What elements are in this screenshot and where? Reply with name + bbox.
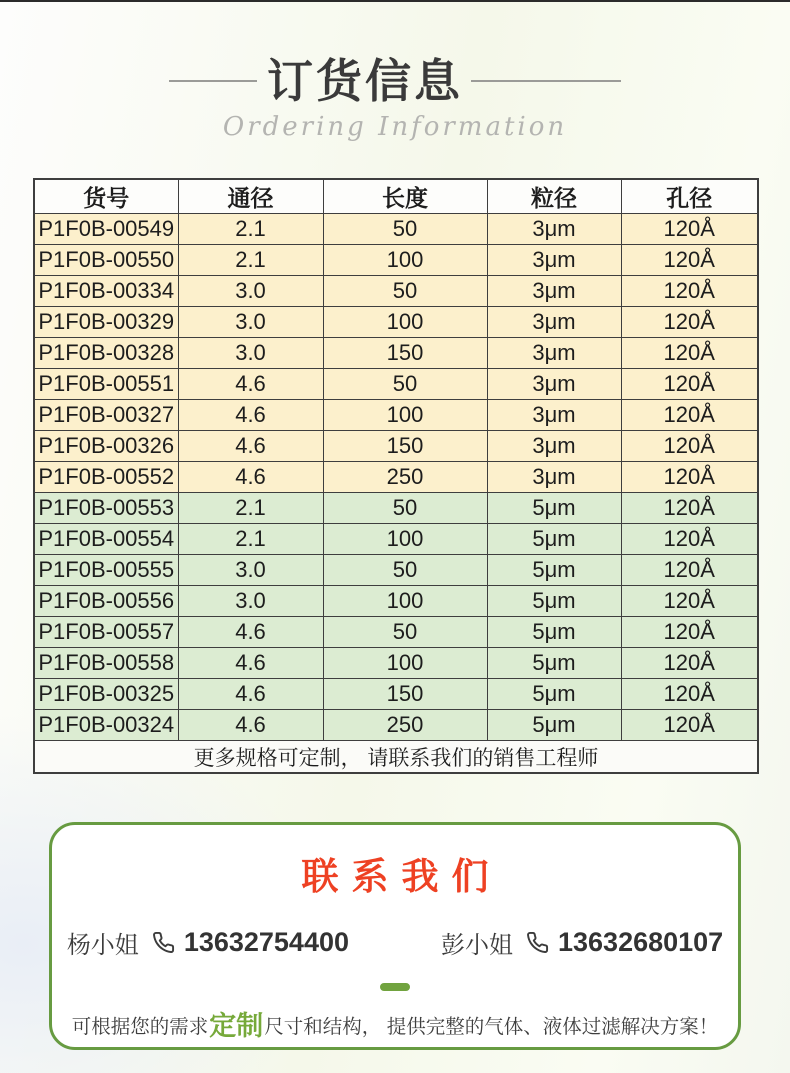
- cell-length: 50: [323, 617, 487, 648]
- cell-pore-size: 120Å: [621, 555, 758, 586]
- cell-length: 100: [323, 648, 487, 679]
- green-divider: [380, 983, 410, 991]
- header-pore-size: 孔径: [621, 179, 758, 214]
- contact-name: 杨小姐: [66, 932, 139, 959]
- table-row: [34, 338, 758, 369]
- cell-diameter: 4.6: [178, 679, 323, 710]
- cell-item-no: P1F0B-00550: [34, 245, 178, 276]
- table-row: [34, 586, 758, 617]
- cell-length: 250: [323, 710, 487, 741]
- cell-length: 100: [323, 400, 487, 431]
- cell-diameter: 3.0: [178, 555, 323, 586]
- cell-length: 50: [323, 555, 487, 586]
- cell-pore-size: 120Å: [621, 493, 758, 524]
- page-title: 订货信息: [267, 55, 463, 107]
- cell-diameter: 2.1: [178, 214, 323, 245]
- header-item-no: 货号: [34, 179, 178, 214]
- table-row: [34, 679, 758, 710]
- cell-particle-size: 5μm: [487, 555, 621, 586]
- contact-entry: [441, 925, 723, 960]
- cell-particle-size: 3μm: [487, 400, 621, 431]
- cell-particle-size: 3μm: [487, 245, 621, 276]
- cell-pore-size: 120Å: [621, 586, 758, 617]
- table-row: [34, 555, 758, 586]
- table-row: [34, 617, 758, 648]
- cell-diameter: 2.1: [178, 493, 323, 524]
- cell-item-no: P1F0B-00324: [34, 710, 178, 741]
- note-prefix: 可根据您的需求: [71, 1016, 209, 1038]
- cell-item-no: P1F0B-00551: [34, 369, 178, 400]
- table-header-row: [34, 179, 758, 214]
- cell-particle-size: 3μm: [487, 307, 621, 338]
- cell-item-no: P1F0B-00325: [34, 679, 178, 710]
- cell-item-no: P1F0B-00555: [34, 555, 178, 586]
- cell-particle-size: 5μm: [487, 679, 621, 710]
- contact-phone: 13632680107: [558, 927, 724, 957]
- phone-receiver-icon: [152, 931, 175, 954]
- cell-item-no: P1F0B-00327: [34, 400, 178, 431]
- table-row: [34, 648, 758, 679]
- contact-name: 彭小姐: [441, 932, 513, 959]
- cell-particle-size: 5μm: [487, 586, 621, 617]
- cell-particle-size: 3μm: [487, 462, 621, 493]
- cell-diameter: 4.6: [178, 431, 323, 462]
- cell-length: 50: [323, 369, 487, 400]
- table-row: [34, 524, 758, 555]
- cell-pore-size: 120Å: [621, 338, 758, 369]
- table-row: [34, 214, 758, 245]
- cell-pore-size: 120Å: [621, 276, 758, 307]
- ordering-table: [33, 178, 759, 774]
- title-left-line: [169, 80, 257, 82]
- cell-pore-size: 120Å: [621, 524, 758, 555]
- contact-row: [52, 925, 738, 960]
- table-row: [34, 307, 758, 338]
- cell-particle-size: 5μm: [487, 710, 621, 741]
- cell-diameter: 3.0: [178, 338, 323, 369]
- note-suffix: 尺寸和结构， 提供完整的气体、液体过滤解决方案！: [264, 1016, 719, 1038]
- cell-item-no: P1F0B-00549: [34, 214, 178, 245]
- cell-pore-size: 120Å: [621, 710, 758, 741]
- table-row: [34, 462, 758, 493]
- cell-length: 150: [323, 679, 487, 710]
- cell-item-no: P1F0B-00329: [34, 307, 178, 338]
- cell-item-no: P1F0B-00553: [34, 493, 178, 524]
- contact-entry: [67, 925, 349, 960]
- note-highlight: 定制: [209, 1011, 264, 1041]
- table-row: [34, 710, 758, 741]
- cell-pore-size: 120Å: [621, 369, 758, 400]
- cell-pore-size: 120Å: [621, 400, 758, 431]
- cell-item-no: P1F0B-00328: [34, 338, 178, 369]
- cell-item-no: P1F0B-00556: [34, 586, 178, 617]
- table-row: [34, 369, 758, 400]
- cell-pore-size: 120Å: [621, 462, 758, 493]
- cell-length: 250: [323, 462, 487, 493]
- cell-diameter: 4.6: [178, 617, 323, 648]
- cell-item-no: P1F0B-00334: [34, 276, 178, 307]
- cell-diameter: 4.6: [178, 369, 323, 400]
- cell-diameter: 2.1: [178, 524, 323, 555]
- cell-particle-size: 3μm: [487, 214, 621, 245]
- cell-item-no: P1F0B-00557: [34, 617, 178, 648]
- page-subtitle: Ordering Information: [222, 111, 568, 142]
- cell-diameter: 4.6: [178, 648, 323, 679]
- cell-pore-size: 120Å: [621, 679, 758, 710]
- cell-length: 50: [323, 493, 487, 524]
- cell-diameter: 4.6: [178, 400, 323, 431]
- phone-receiver-icon: [526, 931, 549, 954]
- cell-pore-size: 120Å: [621, 245, 758, 276]
- cell-particle-size: 3μm: [487, 369, 621, 400]
- cell-pore-size: 120Å: [621, 648, 758, 679]
- title-right-line: [471, 80, 621, 82]
- cell-length: 100: [323, 524, 487, 555]
- cell-diameter: 3.0: [178, 586, 323, 617]
- title-row: [0, 56, 790, 107]
- custom-note: [62, 1004, 728, 1043]
- header-particle-size: 粒径: [487, 179, 621, 214]
- cell-pore-size: 120Å: [621, 431, 758, 462]
- cell-length: 100: [323, 307, 487, 338]
- contact-phone: 13632754400: [183, 927, 349, 957]
- table-row: [34, 276, 758, 307]
- cell-particle-size: 5μm: [487, 617, 621, 648]
- cell-length: 100: [323, 245, 487, 276]
- cell-item-no: P1F0B-00554: [34, 524, 178, 555]
- cell-item-no: P1F0B-00558: [34, 648, 178, 679]
- cell-particle-size: 3μm: [487, 431, 621, 462]
- cell-length: 100: [323, 586, 487, 617]
- cell-particle-size: 5μm: [487, 493, 621, 524]
- header-diameter: 通径: [178, 179, 323, 214]
- cell-diameter: 4.6: [178, 710, 323, 741]
- table-row: [34, 493, 758, 524]
- header-length: 长度: [323, 179, 487, 214]
- cell-length: 150: [323, 338, 487, 369]
- cell-particle-size: 3μm: [487, 338, 621, 369]
- cell-pore-size: 120Å: [621, 214, 758, 245]
- contact-heading: 联系我们: [301, 856, 502, 897]
- cell-diameter: 3.0: [178, 307, 323, 338]
- cell-diameter: 2.1: [178, 245, 323, 276]
- cell-length: 50: [323, 214, 487, 245]
- cell-length: 50: [323, 276, 487, 307]
- cell-diameter: 3.0: [178, 276, 323, 307]
- table-footnote-row: [34, 741, 758, 774]
- cell-particle-size: 3μm: [487, 276, 621, 307]
- cell-item-no: P1F0B-00326: [34, 431, 178, 462]
- cell-particle-size: 5μm: [487, 524, 621, 555]
- contact-card: [49, 822, 741, 1050]
- cell-length: 150: [323, 431, 487, 462]
- cell-diameter: 4.6: [178, 462, 323, 493]
- table-footnote: 更多规格可定制， 请联系我们的销售工程师: [34, 741, 758, 774]
- table-row: [34, 245, 758, 276]
- cell-pore-size: 120Å: [621, 307, 758, 338]
- table-row: [34, 400, 758, 431]
- section-header: [0, 0, 790, 142]
- table-row: [34, 431, 758, 462]
- cell-item-no: P1F0B-00552: [34, 462, 178, 493]
- cell-particle-size: 5μm: [487, 648, 621, 679]
- cell-pore-size: 120Å: [621, 617, 758, 648]
